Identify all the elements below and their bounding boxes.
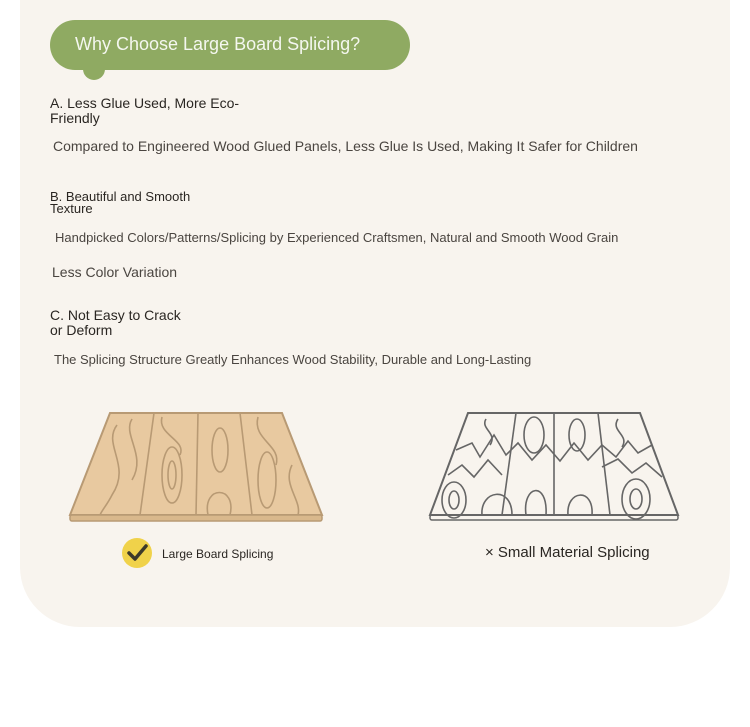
large-board-illustration — [62, 405, 330, 530]
section-c-heading: C. Not Easy to Crack or Deform — [50, 307, 181, 338]
title-banner — [50, 20, 410, 70]
large-board-label: Large Board Splicing — [162, 547, 274, 561]
check-icon — [122, 538, 152, 568]
section-b-description: Handpicked Colors/Patterns/Splicing by Experienced Craftsmen, Natural and Smooth Wood Grain — [55, 230, 619, 245]
section-a-description: Compared to Engineered Wood Glued Panels, Less Glue Is Used, Making It Safer for Children — [53, 138, 638, 154]
small-material-label: × Small Material Splicing — [485, 544, 650, 561]
section-c-description: The Splicing Structure Greatly Enhances Wood Stability, Durable and Long-Lasting — [54, 352, 532, 367]
page-title: Why Choose Large Board Splicing? — [75, 34, 361, 54]
section-b-description-extra: Less Color Variation — [52, 264, 178, 280]
section-b-heading: B. Beautiful and Smooth Texture — [50, 189, 191, 216]
small-material-illustration — [422, 405, 686, 530]
section-a-heading: A. Less Glue Used, More Eco-Friendly — [50, 95, 240, 126]
